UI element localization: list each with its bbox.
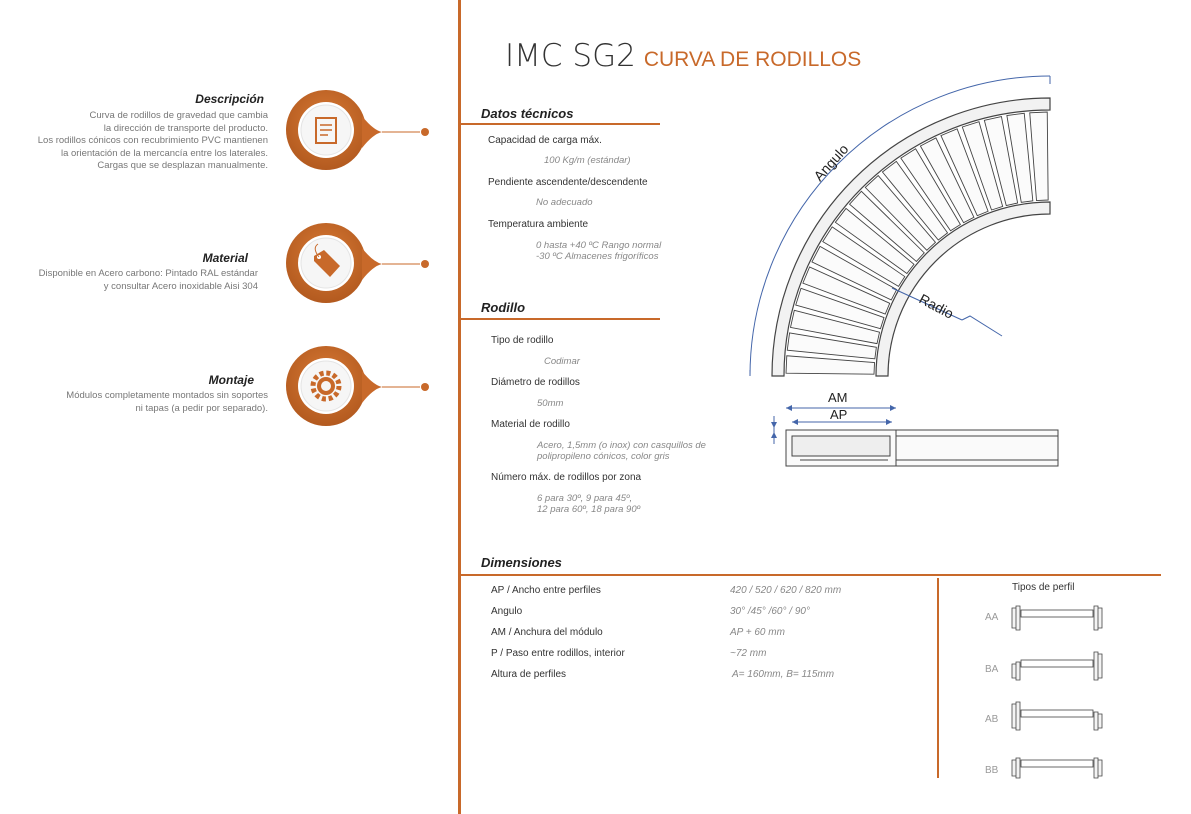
tag-icon [286, 223, 382, 303]
dimension-label: P / Paso entre rodillos, interior [491, 648, 625, 659]
spec-label: Temperatura ambiente [488, 219, 589, 230]
side-view-diagram [770, 388, 1070, 472]
roller [1030, 112, 1048, 201]
profile-aa-drawing [1012, 606, 1102, 630]
dimension-value: AP + 60 mm [730, 627, 785, 638]
section-underline [458, 123, 660, 125]
section-title-rodillo: Rodillo [481, 300, 526, 315]
feature-title: Material [202, 251, 248, 265]
profile-code: AB [985, 714, 999, 725]
dimension-label: Altura de perfiles [491, 669, 567, 680]
gear-icon [286, 346, 382, 426]
angle-dimension-arc [750, 76, 1050, 376]
profile-code: BB [985, 765, 999, 776]
spec-value: 0 hasta +40 ºC Rango normal -30 ºC Almacenes frigoríficos [536, 240, 662, 262]
radius-label: Radio [916, 290, 957, 322]
roller [786, 356, 875, 374]
spec-value: No adecuado [536, 197, 593, 208]
spec-value: Codimar [544, 356, 580, 367]
spec-label: Número máx. de rodillos por zona [491, 472, 642, 483]
angle-label: Angulo [810, 140, 852, 185]
feature-text: Disponible en Acero carbono: Pintado RAL estándar y consultar Acero inoxidable Aisi 304 [38, 268, 258, 292]
spec-value: 100 Kg/m (estándar) [544, 155, 631, 166]
am-label: AM [828, 390, 848, 405]
spec-value: Acero, 1,5mm (o inox) con casquillos de polipropileno cónicos, color gris [537, 440, 706, 462]
spec-label: Capacidad de carga máx. [488, 135, 602, 146]
profile-code: BA [985, 664, 999, 675]
dimension-label: Angulo [491, 606, 523, 617]
dimension-value: A= 160mm, B= 115mm [732, 669, 835, 680]
rollers [786, 112, 1048, 374]
profile-code: AA [985, 612, 999, 623]
feature-montaje [0, 0, 270, 430]
profile-ba-drawing [1012, 652, 1102, 680]
section-underline [458, 574, 1161, 576]
dimension-label: AP / Ancho entre perfiles [491, 585, 601, 596]
profile-divider [937, 578, 939, 778]
page-title [505, 38, 861, 74]
document-icon [286, 90, 382, 170]
profile-drawings [1010, 598, 1105, 788]
feature-icons [270, 80, 440, 430]
ap-label: AP [830, 407, 848, 422]
feature-text: Curva de rodillos de gravedad que cambia la dirección de transporte del producto. Los rodillos cónicos con recubrimiento PVC mantienen la orientación de la mercancía entre los laterales. Cargas que se desplazan manualmente. [37, 110, 268, 171]
spec-label: Pendiente ascendente/descendente [488, 177, 648, 188]
feature-title: Montaje [208, 373, 254, 387]
dimension-value: 30° /45° /60° / 90° [730, 606, 810, 617]
profiles-title: Tipos de perfil [1012, 582, 1075, 593]
spec-label: Tipo de rodillo [491, 335, 554, 346]
dimension-value: ~72 mm [730, 648, 767, 659]
outer-profile [772, 98, 1050, 376]
dimension-value: 420 / 520 / 620 / 820 mm [730, 585, 842, 596]
spec-value: 6 para 30º, 9 para 45º, 12 para 60º, 18 para 90º [537, 493, 641, 515]
section-underline [458, 318, 660, 320]
feature-text: Módulos completamente montados sin soportes ni tapas (a pedir por separado). [66, 390, 268, 414]
model-subtitle: CURVA DE RODILLOS [643, 48, 862, 71]
profile-ab-drawing [1012, 702, 1102, 730]
spec-label: Diámetro de rodillos [491, 377, 580, 388]
feature-title: Descripción [195, 92, 264, 106]
model-name: IMC SG2 [505, 38, 636, 74]
section-title-dimensiones: Dimensiones [481, 555, 562, 570]
curve-diagram [740, 70, 1070, 390]
inner-profile [876, 202, 1050, 376]
spec-label: Material de rodillo [491, 419, 570, 430]
profile-bb-drawing [1012, 758, 1102, 778]
dimension-label: AM / Anchura del módulo [491, 627, 603, 638]
section-title-datos: Datos técnicos [481, 106, 574, 121]
spec-value: 50mm [537, 398, 564, 409]
